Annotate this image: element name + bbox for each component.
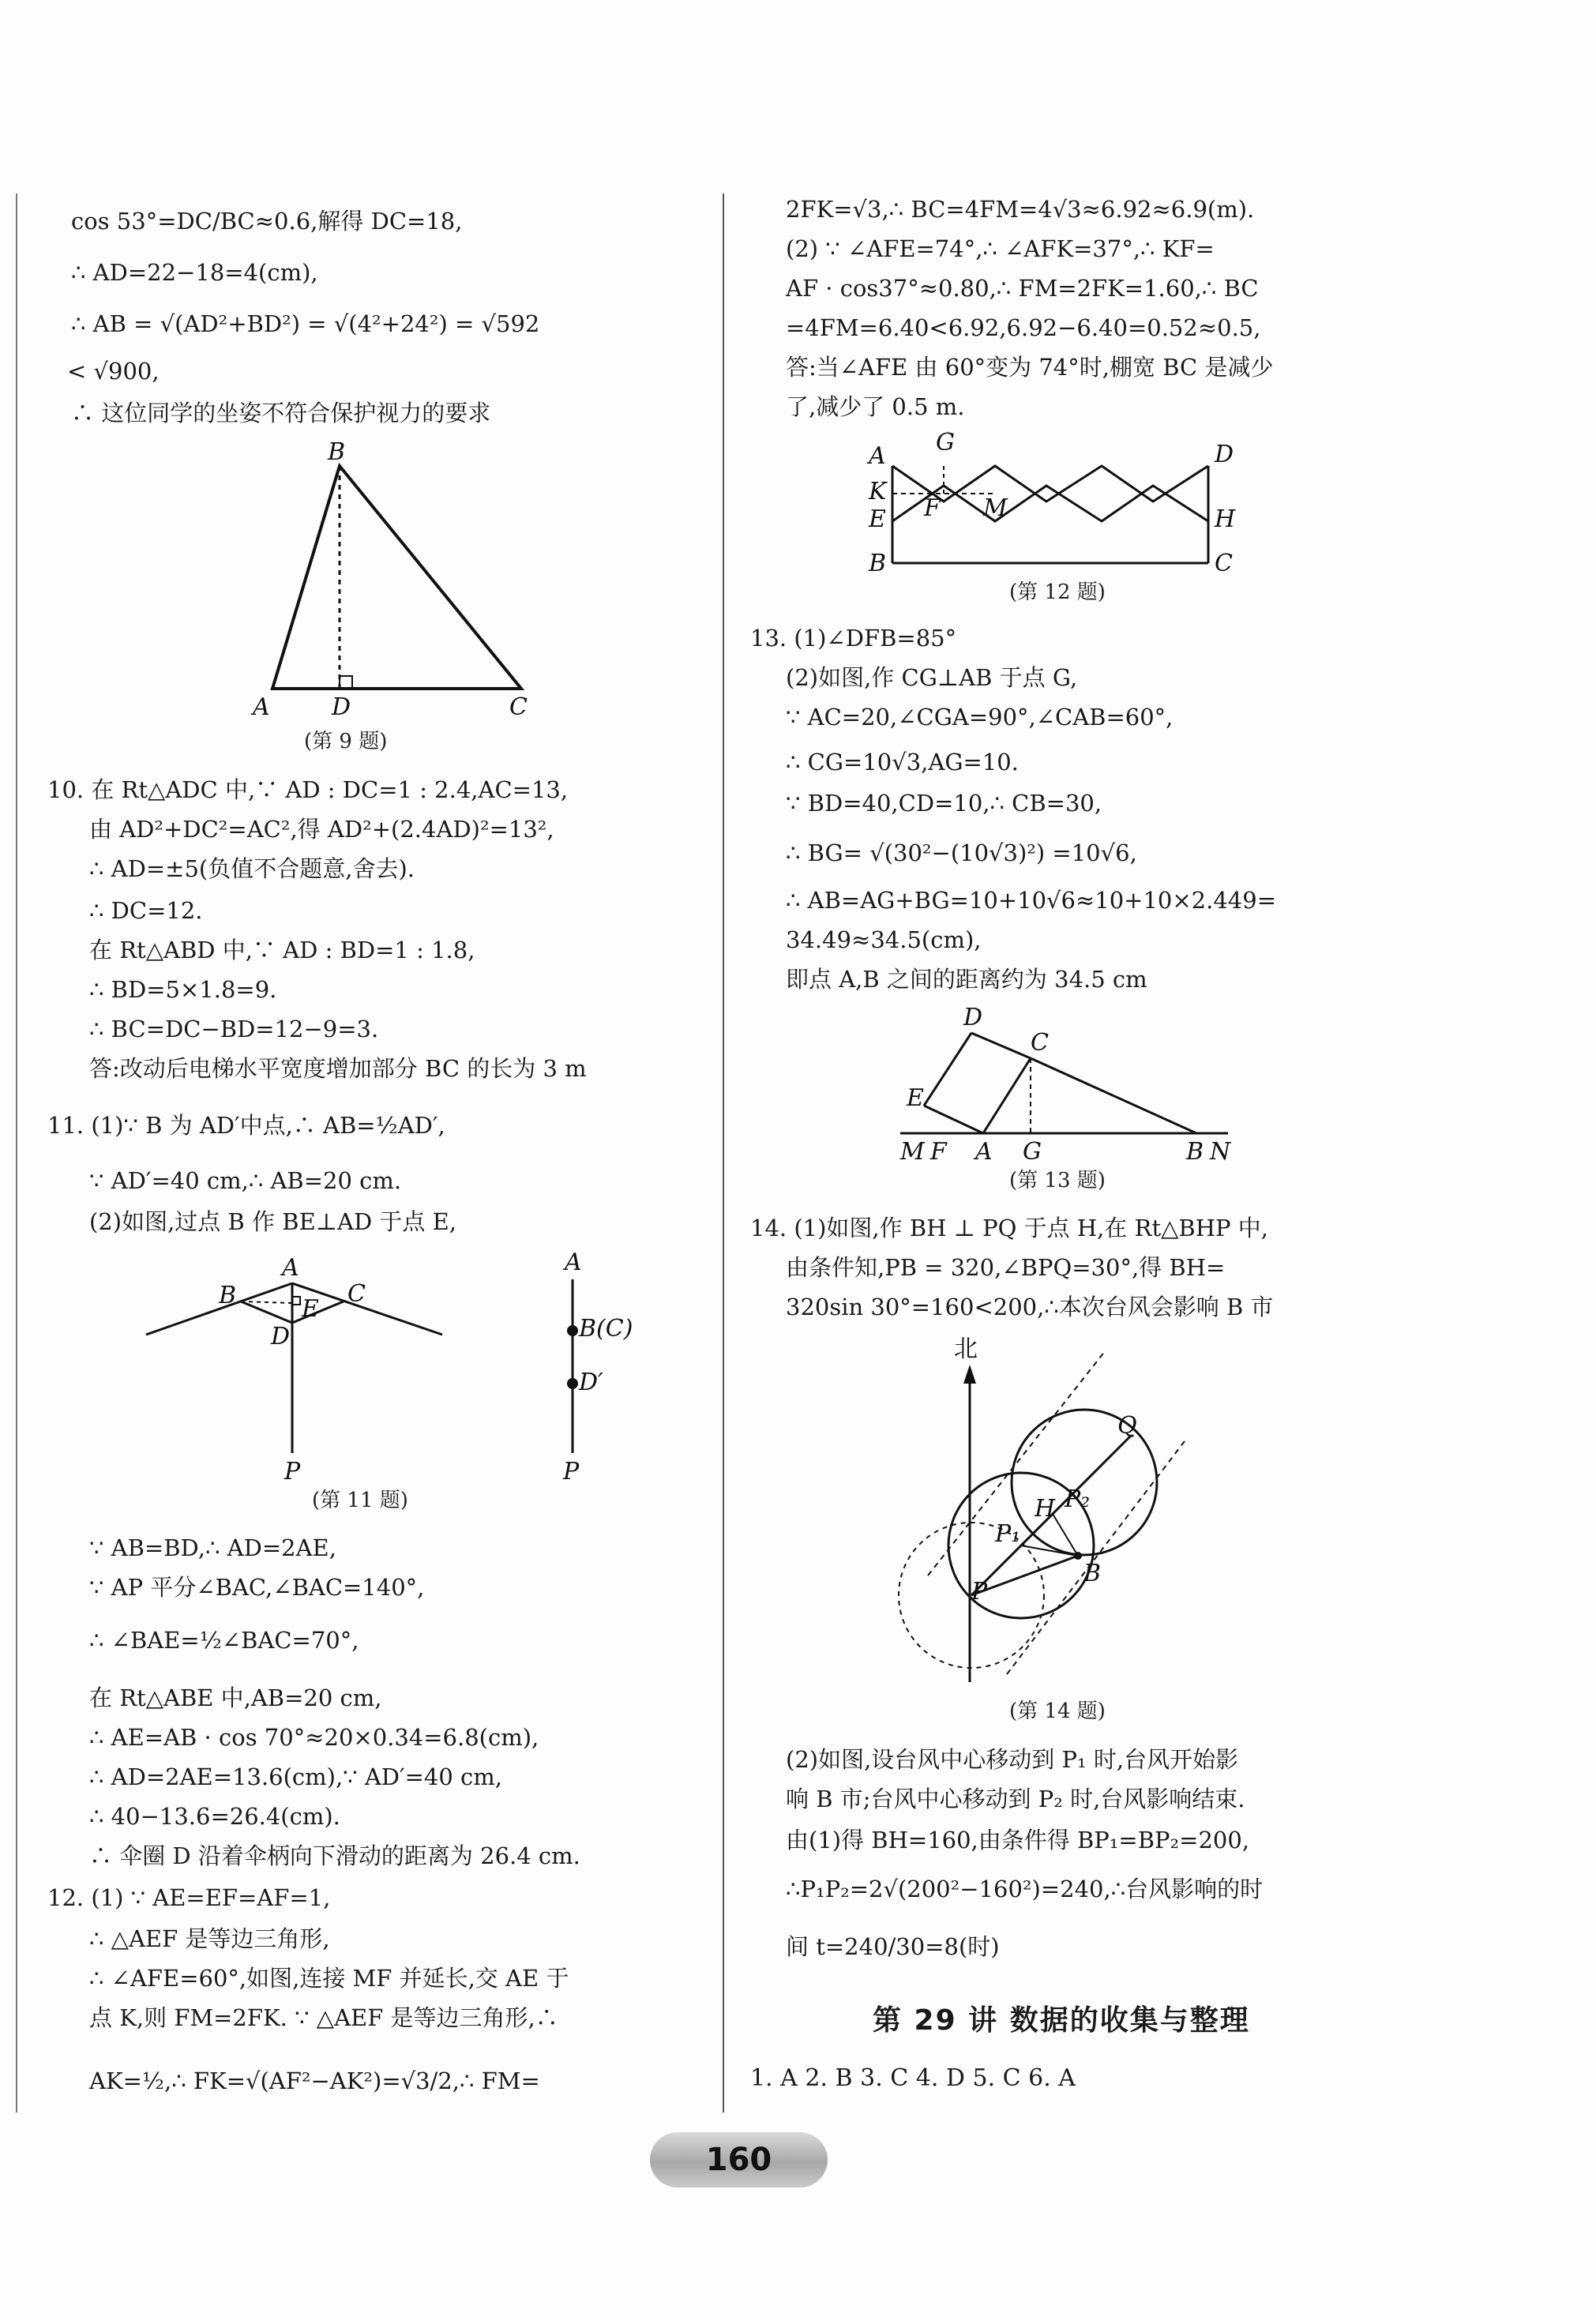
text-line: ∴ BD=5×1.8=9. [89,976,277,1003]
label-q: Q [1117,1412,1137,1440]
text-line: ∵ AB=BD,∴ AD=2AE, [89,1534,336,1561]
column-divider [723,193,724,2113]
text-line: ∴ BG= √(30²−(10√3)²) =10√6, [786,839,1137,866]
text-line: ∴ CG=10√3,AG=10. [786,749,1019,776]
label-m: M [983,494,1008,522]
text-line: 2FK=√3,∴ BC=4FM=4√3≈6.92≈6.9(m). [786,196,1255,223]
text-line: 在 Rt△ABD 中,∵ AD : BD=1 : 1.8, [89,937,475,963]
text-line: ∴ AD=±5(负值不合题意,舍去). [89,855,415,882]
text-line: (2)如图,设台风中心移动到 P₁ 时,台风开始影 [786,1746,1239,1773]
page-number: 160 [705,2142,772,2178]
label-h: H [1035,1495,1056,1523]
section-title: 第 29 讲 数据的收集与整理 [873,2004,1250,2037]
text-line: ∴ AD=2AE=13.6(cm),∵ AD′=40 cm, [89,1763,503,1790]
answer-key: 1. A 2. B 3. C 4. D 5. C 6. A [750,2064,1076,2092]
page-number-badge [650,2132,828,2188]
label-d: D [963,1004,983,1031]
text-line: 12. (1) ∵ AE=EF=AF=1, [47,1884,331,1911]
figure-9-caption: (第 9 题) [304,730,388,753]
figure-12-caption: (第 12 题) [1009,580,1106,604]
figure-9-diagram [249,438,565,727]
text-line: 13. (1)∠DFB=85° [750,625,957,652]
label-a: A [282,1254,299,1282]
text-line: ∴ 伞圈 D 沿着伞柄向下滑动的距离为 26.4 cm. [89,1842,580,1869]
text-line: ∴ AE=AB · cos 70°≈20×0.34=6.8(cm), [89,1724,539,1751]
text-line: < √900, [67,358,160,385]
text-line: 点 K,则 FM=2FK. ∵ △AEF 是等边三角形,∴ [89,2004,558,2031]
label-b: B [219,1282,237,1309]
label-c: C [1031,1029,1049,1057]
label-p: P [284,1458,301,1485]
text-line: =4FM=6.40<6.92,6.92−6.40=0.52≈0.5, [786,314,1261,341]
label-k: K [869,478,887,505]
label-c: C [1215,550,1233,577]
text-line: AF · cos37°≈0.80,∴ FM=2FK=1.60,∴ BC [786,275,1259,302]
label-c: C [509,693,528,721]
text-line: 了,减少了 0.5 m. [786,393,965,420]
text-line: 14. (1)如图,作 BH ⊥ PQ 于点 H,在 Rt△BHP 中, [750,1215,1268,1241]
label-p-right: P [563,1458,580,1485]
label-f: F [930,1138,947,1166]
text-line: ∴ DC=12. [89,897,203,924]
label-d: D [332,693,351,721]
label-e: E [907,1084,924,1112]
text-line: 在 Rt△ABE 中,AB=20 cm, [89,1684,382,1711]
label-g: G [936,429,955,456]
label-p: P [971,1578,988,1606]
text-line: 答:改动后电梯水平宽度增加部分 BC 的长为 3 m [89,1055,587,1082]
text-line: ∵ AC=20,∠CGA=90°,∠CAB=60°, [786,704,1174,730]
left-margin-rule [16,193,17,2113]
label-d-prime: D′ [579,1369,603,1396]
text-line: 由(1)得 BH=160,由条件得 BP₁=BP₂=200, [786,1827,1250,1853]
label-a: A [869,442,886,470]
text-line: ∴ AB=AG+BG=10+10√6≈10+10×2.449= [786,887,1276,914]
text-line: ∵ AP 平分∠BAC,∠BAC=140°, [89,1574,425,1601]
text-line: 答:当∠AFE 由 60°变为 74°时,棚宽 BC 是减少 [786,354,1274,381]
label-n: N [1210,1138,1231,1166]
text-line: (2)如图,过点 B 作 BE⊥AD 于点 E, [89,1208,457,1235]
figure-14 [892,1335,1224,1698]
text-line: ∵ BD=40,CD=10,∴ CB=30, [786,790,1102,817]
text-line: ∴ BC=DC−BD=12−9=3. [89,1016,379,1042]
text-line: 10. 在 Rt△ADC 中,∵ AD : DC=1 : 2.4,AC=13, [47,776,569,803]
figure-13-diagram [900,1003,1248,1166]
text-line: 由条件知,PB = 320,∠BPQ=30°,得 BH= [786,1254,1226,1281]
boundary-right [1007,1441,1185,1674]
text-line: ∴ 这位同学的坐姿不符合保护视力的要求 [71,400,491,426]
text-line: ∴ △AEF 是等边三角形, [89,1925,330,1952]
segment-be [241,1301,292,1303]
label-g: G [1023,1138,1042,1166]
label-d: D [271,1323,291,1350]
figure-12-diagram [869,430,1279,580]
text-line: 即点 A,B 之间的距离约为 34.5 cm [786,966,1147,993]
figure-14-diagram [892,1335,1224,1698]
text-line: 320sin 30°=160<200,∴本次台风会影响 B 市 [786,1294,1274,1320]
text-line: ∴ ∠AFE=60°,如图,连接 MF 并延长,交 AE 于 [89,1965,569,1992]
side-ca [983,1058,1031,1133]
figure-13 [900,1003,1248,1166]
label-b: B [1186,1138,1204,1166]
label-bc: B(C) [579,1315,633,1343]
point-d-prime [567,1378,578,1389]
triangle-abc [272,466,521,689]
point-bc [567,1325,578,1336]
figure-11-caption: (第 11 题) [312,1489,408,1512]
label-a: A [975,1138,993,1166]
text-line: AK=½,∴ FK=√(AF²−AK²)=√3/2,∴ FM= [89,2067,540,2094]
label-a-right: A [565,1249,582,1276]
north-arrow [963,1365,976,1384]
text-line: (2) ∵ ∠AFE=74°,∴ ∠AFK=37°,∴ KF= [786,235,1215,262]
figure-9 [249,438,565,727]
text-line: 由 AD²+DC²=AC²,得 AD²+(2.4AD)²=13², [89,816,554,843]
figure-11-diagram [146,1248,633,1485]
text-line: cos 53°=DC/BC≈0.6,解得 DC=18, [71,208,463,235]
text-line: ∴ AD=22−18=4(cm), [71,259,318,286]
text-line: (2)如图,作 CG⊥AB 于点 G, [786,664,1078,691]
text-line: 间 t=240/30=8(时) [786,1933,1000,1960]
label-c: C [347,1280,366,1308]
label-p1: P₁ [995,1520,1021,1548]
figure-13-caption: (第 13 题) [1009,1169,1106,1192]
text-line: 响 B 市;台风中心移动到 P₂ 时,台风影响结束. [786,1786,1245,1812]
text-line: 11. (1)∵ B 为 AD′中点,∴ AB=½AD′, [47,1112,445,1139]
label-b: B [869,550,887,577]
strut-bd [241,1301,292,1323]
text-line: ∴ AB = √(AD²+BD²) = √(4²+24²) = √592 [71,310,540,337]
text-line: ∵ AD′=40 cm,∴ AB=20 cm. [89,1167,402,1194]
figure-14-caption: (第 14 题) [1009,1699,1106,1723]
point-b [1074,1552,1082,1560]
label-north: 北 [954,1335,978,1363]
figure-11 [146,1248,633,1485]
label-d: D [1215,441,1234,468]
text-line: ∴ ∠BAE=½∠BAC=70°, [89,1627,359,1654]
label-h: H [1215,505,1236,533]
side-de [924,1033,971,1106]
text-line: ∴P₁P₂=2√(200²−160²)=240,∴台风影响的时 [786,1876,1264,1902]
side-dc [971,1033,1031,1058]
side-cb [1031,1058,1196,1133]
label-p2: P₂ [1065,1485,1091,1513]
right-angle-mark [340,676,352,689]
label-m: M [900,1138,925,1166]
label-e: E [302,1295,319,1323]
text-line: 34.49≈34.5(cm), [786,926,982,953]
segment-pb [971,1556,1078,1595]
label-b: B [1083,1560,1102,1587]
label-a: A [253,693,270,721]
side-ea [924,1106,983,1133]
label-b: B [328,438,346,466]
text-line: ∴ 40−13.6=26.4(cm). [89,1803,340,1830]
figure-12 [869,430,1279,580]
label-f: F [924,494,941,522]
label-e: E [869,505,886,533]
